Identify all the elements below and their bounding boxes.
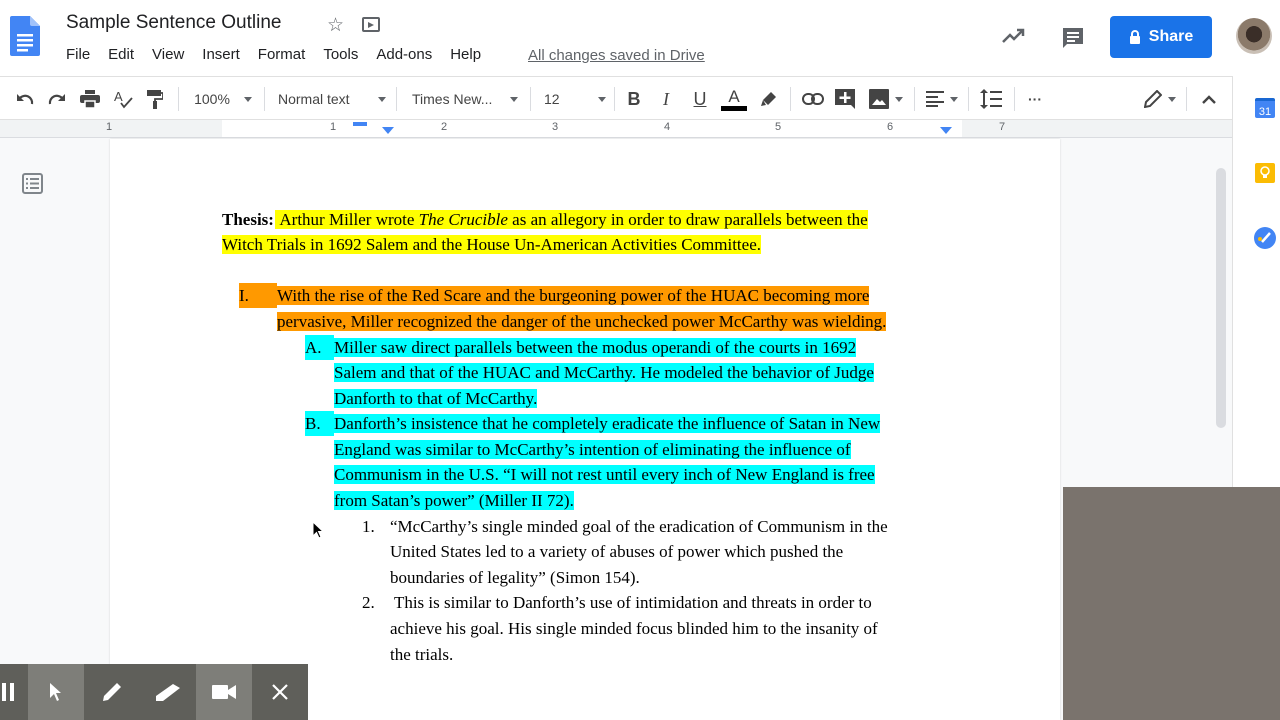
chevron-down-icon	[510, 97, 518, 102]
sub-a-line	[334, 386, 537, 411]
item-1-line: “McCarthy’s single minded goal of the eradication of Communism in the	[390, 517, 888, 536]
ruler-number: 1	[106, 121, 113, 133]
toolbar-divider	[530, 87, 531, 111]
highlighter-tool-icon[interactable]	[140, 664, 196, 720]
thesis-text: Arthur Miller wrote	[279, 210, 419, 229]
toolbar-divider	[1014, 87, 1015, 111]
list-marker-b: B.	[305, 411, 334, 436]
item-2-line: This is similar to Danforth’s use of intimidation and threats in order to	[390, 593, 872, 612]
user-avatar[interactable]	[1236, 18, 1272, 54]
sub-a-text: Salem and that of the HUAC and McCarthy. He modeled the behavior of Judge	[334, 363, 874, 382]
menu-add-ons[interactable]: Add-ons	[376, 46, 433, 63]
menu-insert[interactable]: Insert	[202, 46, 240, 63]
activity-trend-icon[interactable]	[1002, 26, 1026, 46]
align-icon[interactable]	[924, 87, 960, 111]
zoom-select[interactable]	[190, 87, 256, 111]
font-size-select[interactable]	[544, 87, 606, 111]
menu-bar	[66, 46, 499, 63]
document-title[interactable]: Sample Sentence Outline	[66, 12, 282, 33]
calendar-day: 31	[1258, 106, 1272, 118]
item-2-line: the trials.	[390, 645, 454, 664]
toolbar-divider	[914, 87, 915, 111]
print-icon[interactable]	[79, 87, 101, 111]
menu-edit[interactable]: Edit	[108, 46, 135, 63]
tasks-icon[interactable]	[1254, 227, 1276, 249]
toolbar-divider	[396, 87, 397, 111]
item-1-line: boundaries of legality” (Simon 154).	[390, 568, 640, 587]
toolbar-divider	[614, 87, 615, 111]
chevron-down-icon	[950, 97, 958, 102]
ruler-number: 6	[887, 121, 894, 133]
highlight-icon[interactable]	[758, 87, 780, 111]
docs-logo-icon[interactable]	[10, 16, 40, 56]
underline-icon[interactable]: U	[693, 88, 707, 109]
menu-file[interactable]: File	[66, 46, 91, 63]
share-button[interactable]	[1110, 16, 1212, 58]
redo-icon[interactable]	[46, 87, 68, 111]
thesis-text: as an allegory in order to draw parallels between the	[507, 210, 868, 229]
paint-format-icon[interactable]	[144, 87, 166, 111]
insert-image-icon[interactable]	[866, 87, 906, 111]
pointer-tool-icon[interactable]	[28, 664, 84, 720]
style-value: Normal text	[278, 91, 350, 107]
sub-a-line	[334, 360, 874, 385]
chevron-down-icon	[378, 97, 386, 102]
italic-icon[interactable]: I	[663, 88, 669, 109]
document-outline-icon[interactable]	[22, 173, 43, 194]
lock-icon	[1129, 30, 1141, 44]
sub-b-line	[334, 462, 875, 487]
collapse-menus-icon[interactable]	[1198, 87, 1220, 111]
pause-icon[interactable]	[0, 664, 28, 720]
sub-b-line	[334, 437, 851, 462]
list-marker-2: 2.	[362, 593, 375, 612]
ruler-number: 4	[664, 121, 671, 133]
mouse-cursor-icon	[312, 521, 324, 539]
link-icon[interactable]	[800, 87, 826, 111]
text-color-icon[interactable]: A	[720, 87, 748, 111]
sub-b-text: Danforth’s insistence that he completely eradicate the influence of Satan in New	[334, 414, 881, 433]
comment-icon[interactable]	[1061, 26, 1085, 50]
list-marker-roman: I.	[239, 283, 277, 308]
spellcheck-icon[interactable]	[112, 87, 134, 111]
ruler-number: 1	[330, 121, 337, 133]
style-select[interactable]	[278, 87, 386, 111]
font-select[interactable]	[412, 87, 518, 111]
left-indent-marker[interactable]	[382, 127, 394, 134]
chevron-down-icon	[244, 97, 252, 102]
thesis-paragraph-line2	[222, 232, 761, 257]
more-options-icon[interactable]: ···	[1028, 91, 1042, 107]
toolbar-divider	[264, 87, 265, 111]
formatting-toolbar	[0, 76, 1232, 120]
sub-b-text: Communism in the U.S. “I will not rest until every inch of New England is free	[334, 465, 875, 484]
vertical-scrollbar[interactable]	[1216, 168, 1226, 428]
menu-help[interactable]: Help	[450, 46, 482, 63]
sub-a-text: Miller saw direct parallels between the modus operandi of the courts in 1692	[334, 338, 857, 357]
chevron-down-icon	[895, 97, 903, 102]
menu-format[interactable]: Format	[257, 46, 306, 63]
add-comment-icon[interactable]	[834, 87, 856, 111]
thesis-text: Witch Trials in 1692 Salem and the House Un-American Activities Committee.	[222, 235, 761, 254]
undo-icon[interactable]	[14, 87, 36, 111]
menu-view[interactable]: View	[152, 46, 185, 63]
editing-mode-icon[interactable]	[1140, 87, 1180, 111]
webcam-preview[interactable]	[1063, 487, 1280, 720]
item-1-line: United States led to a variety of abuses of power which pushed the	[390, 542, 844, 561]
ruler-number: 2	[441, 121, 448, 133]
point-1-text: With the rise of the Red Scare and the burgeoning power of the HUAC becoming more	[277, 286, 870, 305]
font-size-value: 12	[544, 91, 560, 107]
zoom-value: 100%	[194, 91, 230, 107]
list-marker-a: A.	[305, 335, 334, 360]
point-1-line	[277, 283, 869, 308]
bold-icon[interactable]: B	[627, 88, 641, 109]
chevron-down-icon	[1168, 97, 1176, 102]
item-2-line: achieve his goal. His single minded focus blinded him to the insanity of	[390, 619, 878, 638]
font-value: Times New...	[412, 91, 493, 107]
pen-tool-icon[interactable]	[84, 664, 140, 720]
star-icon[interactable]: ☆	[327, 15, 345, 36]
line-spacing-icon[interactable]	[978, 87, 1004, 111]
point-1-line	[277, 309, 886, 334]
share-label: Share	[1148, 28, 1194, 45]
sub-b-text: from Satan’s power” (Miller II 72).	[334, 491, 574, 510]
close-recorder-icon[interactable]	[252, 664, 308, 720]
menu-tools[interactable]: Tools	[323, 46, 359, 63]
book-title: The Crucible	[418, 210, 508, 229]
toolbar-divider	[1186, 87, 1187, 111]
right-indent-marker[interactable]	[940, 127, 952, 134]
screen-recorder-toolbar	[0, 664, 308, 720]
first-line-indent-marker[interactable]	[353, 122, 367, 126]
svg-text:A: A	[114, 89, 123, 104]
point-1-text: pervasive, Miller recognized the danger of the unchecked power McCarthy was wielding.	[277, 312, 887, 331]
thesis-paragraph	[222, 207, 868, 232]
sub-a-text: Danforth to that of McCarthy.	[334, 389, 538, 408]
chevron-down-icon	[598, 97, 606, 102]
sub-b-text: England was similar to McCarthy’s intention of eliminating the influence of	[334, 440, 851, 459]
toolbar-divider	[790, 87, 791, 111]
list-marker-1: 1.	[362, 517, 375, 536]
calendar-icon[interactable]	[1255, 98, 1275, 118]
webcam-toggle-icon[interactable]	[196, 664, 252, 720]
ruler-number: 5	[775, 121, 782, 133]
sub-a-line	[334, 335, 856, 360]
toolbar-divider	[178, 87, 179, 111]
thesis-label: Thesis:	[222, 210, 274, 229]
sub-b-line	[334, 411, 880, 436]
top-bar	[0, 0, 1280, 76]
toolbar-divider	[968, 87, 969, 111]
sub-b-line	[334, 488, 574, 513]
ruler[interactable]	[0, 120, 1232, 138]
save-status-link[interactable]: All changes saved in Drive	[528, 47, 705, 64]
ruler-number: 3	[552, 121, 559, 133]
move-to-folder-icon[interactable]	[362, 17, 380, 32]
keep-icon[interactable]	[1255, 163, 1275, 183]
ruler-number: 7	[999, 121, 1006, 133]
